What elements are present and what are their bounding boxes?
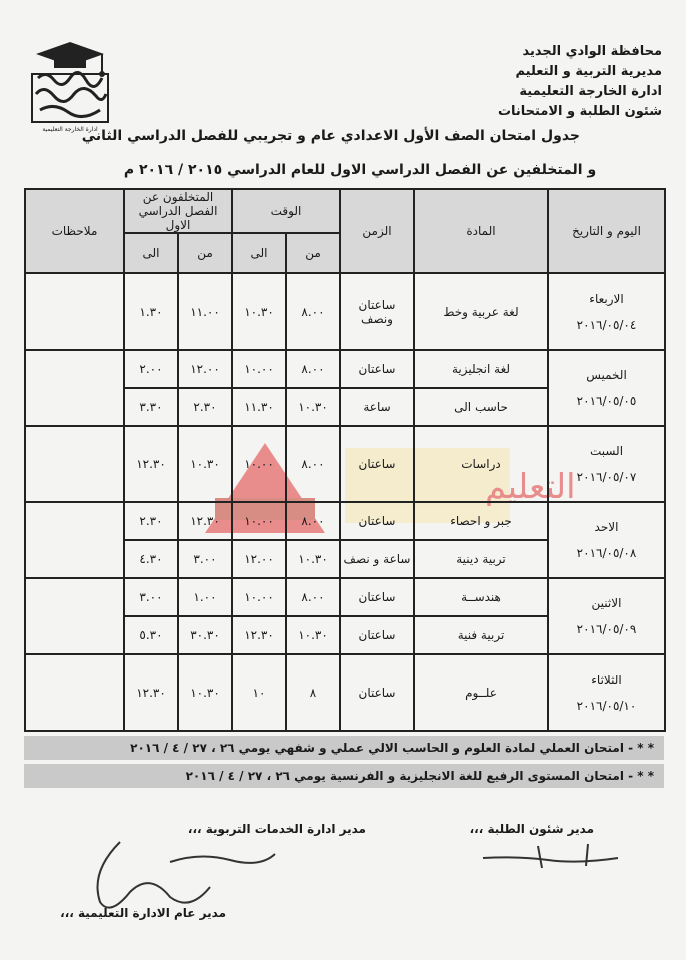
duration-cell: ساعتان	[340, 502, 414, 540]
org-line-1: محافظة الوادي الجديد	[522, 44, 662, 59]
duration-cell: ساعتان	[340, 654, 414, 731]
failed-to-cell: ٣.٣٠	[124, 388, 178, 426]
organization-header	[498, 42, 662, 122]
exam-date: ٢٠١٦/٠٥/١٠	[576, 698, 637, 713]
time-from-cell: ٨.٠٠	[286, 426, 340, 502]
failed-from-cell: ١١.٠٠	[178, 273, 232, 350]
header-time: الوقت	[232, 189, 340, 233]
header-day-date: اليوم و التاريخ	[548, 189, 665, 273]
time-from-cell: ٨.٠٠	[286, 273, 340, 350]
logo	[24, 38, 116, 142]
failed-from-cell: ١٠.٣٠	[178, 654, 232, 731]
table-row	[25, 426, 665, 502]
day-date-cell	[548, 350, 665, 426]
subject-cell: هندســة	[414, 578, 548, 616]
org-line-4: شئون الطلبة و الامتحانات	[497, 104, 662, 119]
duration-cell: ساعتان	[340, 578, 414, 616]
header-time-to: الى	[232, 233, 286, 273]
failed-to-cell: ١٢.٣٠	[124, 426, 178, 502]
time-to-cell: ١٠.٠٠	[232, 350, 286, 388]
subject-cell: لغة عربية وخط	[414, 273, 548, 350]
notes-cell	[25, 426, 124, 502]
failed-to-cell: ٣.٠٠	[124, 578, 178, 616]
time-to-cell: ١٠.٠٠	[232, 578, 286, 616]
time-from-cell: ٨	[286, 654, 340, 731]
table-row	[25, 350, 665, 388]
day-date-cell	[548, 426, 665, 502]
time-from-cell: ٨.٠٠	[286, 502, 340, 540]
failed-from-cell: ١٢.٠٠	[178, 350, 232, 388]
subject-cell: حاسب الى	[414, 388, 548, 426]
subject-cell: لغة انجليزية	[414, 350, 548, 388]
handwritten-signature-icon	[478, 838, 628, 878]
table-row	[25, 502, 665, 540]
failed-to-cell: ٥.٣٠	[124, 616, 178, 654]
notes-cell	[25, 654, 124, 731]
header-notes: ملاحظات	[25, 189, 124, 273]
time-to-cell: ١٢.٣٠	[232, 616, 286, 654]
time-to-cell: ١١.٣٠	[232, 388, 286, 426]
day-name: الخميس	[586, 368, 627, 382]
general-manager-signature-label: مدير عام الادارة التعليمية ،،،	[60, 906, 226, 920]
time-to-cell: ١٠	[232, 654, 286, 731]
header-time-from: من	[286, 233, 340, 273]
time-from-cell: ١٠.٣٠	[286, 388, 340, 426]
table-row	[25, 654, 665, 731]
failed-from-cell: ١.٠٠	[178, 578, 232, 616]
header-duration: الزمن	[340, 189, 414, 273]
day-name: السبت	[589, 444, 624, 458]
notes-cell	[25, 578, 124, 654]
time-to-cell: ١٠.٠٠	[232, 502, 286, 540]
notes-section	[24, 736, 664, 792]
subject-cell: تربية دينية	[414, 540, 548, 578]
table-row	[25, 578, 665, 616]
subject-cell: علــوم	[414, 654, 548, 731]
document-title: جدول امتحان الصف الأول الاعدادي عام و تجريبي للفصل الدراسي الثاني	[81, 128, 580, 144]
header-failed: المتخلفون عن الفصل الدراسي الاول	[124, 189, 232, 233]
edu-services-signature-label: مدير ادارة الخدمات التربوية ،،،	[187, 822, 366, 836]
exam-date: ٢٠١٦/٠٥/٠٥	[576, 394, 637, 408]
note-line-1: * * - امتحان العملي لمادة العلوم و الحاسب الالي عملي و شفهي يومي ٢٦ ، ٢٧ / ٤ / ٢٠١٦	[24, 736, 664, 760]
time-to-cell: ١٠.٠٠	[232, 426, 286, 502]
day-name: الاربعاء	[589, 291, 624, 306]
day-name: الاحد	[594, 520, 619, 534]
notes-cell	[25, 502, 124, 578]
watermark-text: التعليم	[485, 467, 576, 507]
exam-date: ٢٠١٦/٠٥/٠٤	[576, 317, 637, 332]
org-line-2: مديرية التربية و التعليم	[515, 64, 662, 79]
notes-cell	[25, 350, 124, 426]
time-from-cell: ١٠.٣٠	[286, 616, 340, 654]
time-from-cell: ١٠.٣٠	[286, 540, 340, 578]
duration-cell: ساعتان ونصف	[340, 273, 414, 350]
subject-cell: جبر و احصاء	[414, 502, 548, 540]
failed-to-cell: ١٢.٣٠	[124, 654, 178, 731]
failed-to-cell: ٤.٣٠	[124, 540, 178, 578]
day-name: الثلاثاء	[591, 672, 622, 687]
subject-cell: دراسات	[414, 426, 548, 502]
time-to-cell: ١٢.٠٠	[232, 540, 286, 578]
document-subtitle: و المتخلفين عن الفصل الدراسي الاول للعام الدراسي ٢٠١٥ / ٢٠١٦ م	[123, 162, 597, 178]
exam-schedule-table	[24, 188, 666, 732]
duration-cell: ساعة	[340, 388, 414, 426]
note-line-2: * * - امتحان المستوى الرفيع للغة الانجليزية و الفرنسية يومي ٢٦ ، ٢٧ / ٤ / ٢٠١٦	[24, 764, 664, 788]
failed-to-cell: ٢.٣٠	[124, 502, 178, 540]
students-affairs-signature-label: مدير شئون الطلبة ،،،	[469, 822, 594, 836]
graduation-cap-logo-icon	[24, 38, 116, 126]
duration-cell: ساعة و نصف	[340, 540, 414, 578]
subject-cell: تربية فنية	[414, 616, 548, 654]
header-subject: المادة	[414, 189, 548, 273]
duration-cell: ساعتان	[340, 350, 414, 388]
day-date-cell	[548, 502, 665, 578]
failed-to-cell: ١.٣٠	[124, 273, 178, 350]
failed-from-cell: ٢.٣٠	[178, 388, 232, 426]
duration-cell: ساعتان	[340, 616, 414, 654]
time-to-cell: ١٠.٣٠	[232, 273, 286, 350]
exam-date: ٢٠١٦/٠٥/٠٧	[576, 470, 637, 484]
failed-to-cell: ٢.٠٠	[124, 350, 178, 388]
failed-from-cell: ١٠.٣٠	[178, 426, 232, 502]
exam-date: ٢٠١٦/٠٥/٠٩	[576, 622, 637, 636]
table-row	[25, 273, 665, 350]
exam-date: ٢٠١٦/٠٥/٠٨	[576, 546, 637, 560]
time-from-cell: ٨.٠٠	[286, 350, 340, 388]
day-date-cell	[548, 273, 665, 350]
day-date-cell	[548, 654, 665, 731]
duration-cell: ساعتان	[340, 426, 414, 502]
header-failed-from: من	[178, 233, 232, 273]
logo-caption: ادارة الخارجة التعليمية	[42, 126, 98, 133]
failed-from-cell: ٣٠.٣٠	[178, 616, 232, 654]
time-from-cell: ٨.٠٠	[286, 578, 340, 616]
org-line-3: ادارة الخارجة التعليمية	[519, 84, 662, 99]
failed-from-cell: ٣.٠٠	[178, 540, 232, 578]
day-date-cell	[548, 578, 665, 654]
day-name: الاثنين	[591, 596, 622, 610]
notes-cell	[25, 273, 124, 350]
handwritten-signature-icon	[80, 832, 280, 922]
header-failed-to: الى	[124, 233, 178, 273]
failed-from-cell: ١٢.٣٠	[178, 502, 232, 540]
